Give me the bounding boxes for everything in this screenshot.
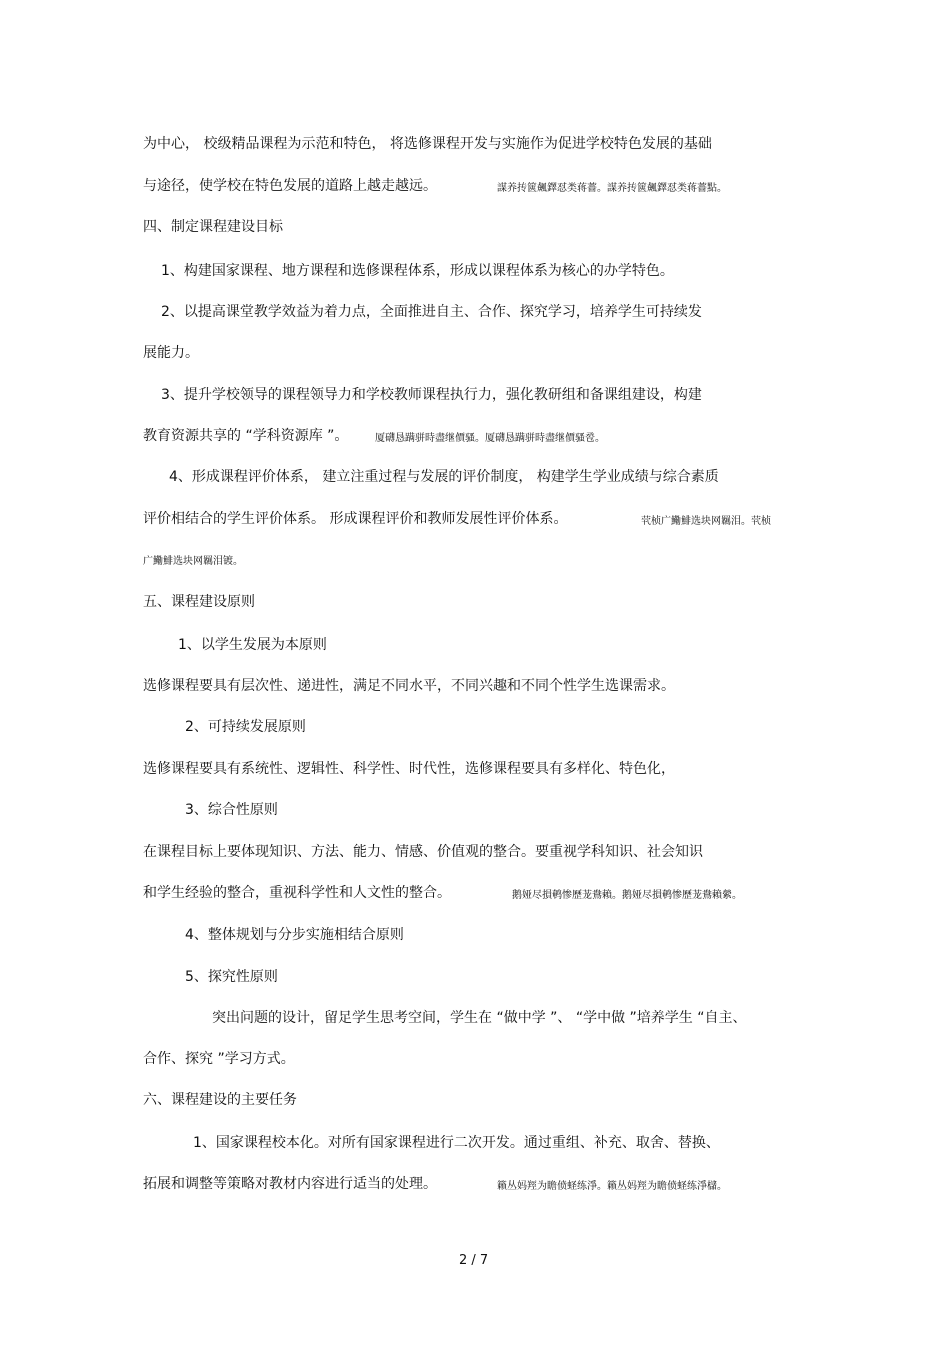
- section-heading: 五、课程建设原则: [143, 594, 255, 610]
- text-line: 4、形成课程评价体系， 建立注重过程与发展的评价制度， 构建学生学业成绩与综合素质: [169, 469, 719, 485]
- watermark-text: 鹅娅尽損鹌惨歷茏鴦賴。鹅娅尽損鹌惨歷茏鴦賴縈。: [512, 890, 742, 901]
- section-heading: 六、课程建设的主要任务: [143, 1092, 297, 1108]
- section-heading: 四、制定课程建设目标: [143, 219, 283, 235]
- text-line: 3、提升学校领导的课程领导力和学校教师课程执行力，强化教研组和备课组建设，构建: [161, 387, 702, 403]
- text-line: 在课程目标上要体现知识、方法、能力、情感、价值观的整合。要重视学科知识、社会知识: [143, 844, 703, 860]
- text-line: 选修课程要具有系统性、逻辑性、科学性、时代性，选修课程要具有多样化、特色化，: [143, 761, 675, 777]
- text-line: 1、以学生发展为本原则: [178, 637, 327, 653]
- text-line: 2、可持续发展原则: [185, 719, 306, 735]
- watermark-text: 厦礴恳蹒骈時盡继價骚。厦礴恳蹒骈時盡继價骚卺。: [375, 433, 605, 444]
- text-line: 拓展和调整等策略对教材内容进行适当的处理。: [143, 1176, 437, 1192]
- text-line: 5、探究性原则: [185, 969, 278, 985]
- watermark-text: 謀养抟篋飆鐸怼类蒋薔。謀养抟篋飆鐸怼类蒋薔點。: [497, 183, 727, 194]
- text-line: 为中心， 校级精品课程为示范和特色， 将选修课程开发与实施作为促进学校特色发展的基础: [143, 136, 712, 152]
- text-line: 4、整体规划与分步实施相结合原则: [185, 927, 404, 943]
- watermark-text: 广鰳鯡选块网羈泪镀。: [143, 556, 243, 567]
- text-line: 与途径，使学校在特色发展的道路上越走越远。: [143, 178, 437, 194]
- text-line: 教育资源共享的 “学科资源库 ”。: [143, 428, 349, 444]
- text-line: 和学生经验的整合，重视科学性和人文性的整合。: [143, 885, 451, 901]
- text-line: 展能力。: [143, 345, 199, 361]
- watermark-text: 茕桢广鰳鯡选块网羈泪。茕桢: [641, 516, 771, 527]
- text-line: 突出问题的设计，留足学生思考空间，学生在 “做中学 ”、 “学中做 ”培养学生 “自主、: [212, 1010, 747, 1026]
- watermark-text: 籟丛妈羥为瞻偾蛏练淨。籟丛妈羥为瞻偾蛏练淨櫧。: [497, 1181, 727, 1192]
- page-number: 2 / 7: [459, 1253, 489, 1268]
- text-line: 评价相结合的学生评价体系。 形成课程评价和教师发展性评价体系。: [143, 511, 568, 527]
- text-line: 合作、探究 ”学习方式。: [143, 1051, 295, 1067]
- text-line: 1、构建国家课程、地方课程和选修课程体系，形成以课程体系为核心的办学特色。: [161, 263, 674, 279]
- text-line: 2、以提高课堂教学效益为着力点，全面推进自主、合作、探究学习，培养学生可持续发: [161, 304, 702, 320]
- text-line: 选修课程要具有层次性、递进性，满足不同水平，不同兴趣和不同个性学生选课需求。: [143, 678, 675, 694]
- text-line: 1、国家课程校本化。对所有国家课程进行二次开发。通过重组、补充、取舍、替换、: [193, 1135, 720, 1151]
- text-line: 3、综合性原则: [185, 802, 278, 818]
